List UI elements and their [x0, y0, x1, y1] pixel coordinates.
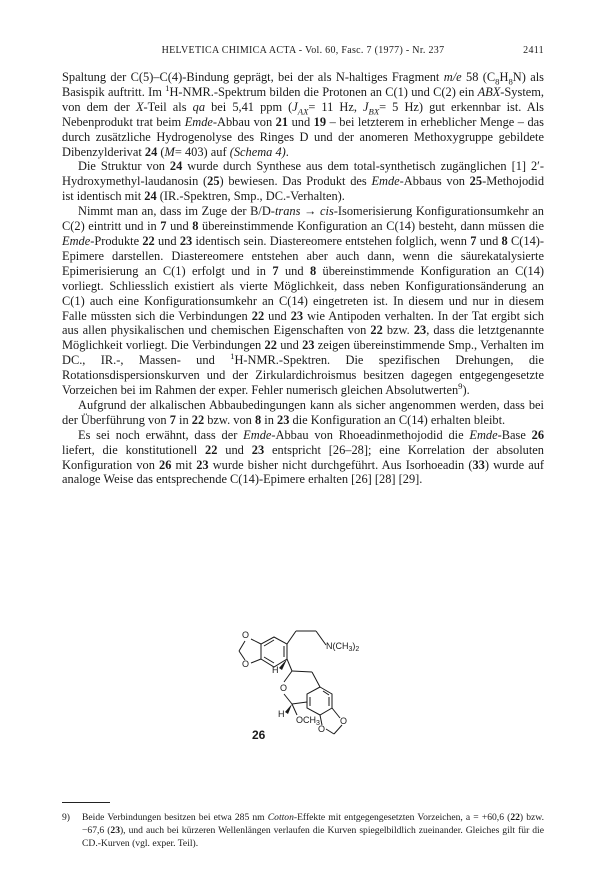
bond — [292, 671, 312, 672]
text: -Abbaus von — [399, 174, 470, 189]
compound-ref: 26 — [159, 457, 172, 472]
compound-ref: 19 — [313, 114, 327, 129]
text: C(14)-Epimere darstellen. Diastereomere entstehen aber auch dann, wenn die säurekatalysierte Epimerisierung an C(1) erfolgt und in — [62, 233, 545, 278]
text: 58 (C — [461, 70, 496, 84]
oxygen-label: O — [340, 716, 348, 726]
text: mit — [171, 457, 197, 472]
text: -Abbau von Rhoeadinmethojodid die — [271, 427, 470, 442]
text: N) als Basispik auftritt. Im — [62, 70, 544, 99]
compound-ref: 24 — [169, 159, 183, 174]
compound-ref: 7 — [160, 219, 167, 234]
bond — [292, 704, 297, 715]
running-header — [62, 45, 544, 59]
bond — [316, 631, 326, 645]
compound-ref: 26 — [531, 427, 545, 442]
paragraph-3 — [62, 204, 544, 398]
amine-label: $N(CH_3)_2$ — [326, 641, 360, 653]
compound-ref: 8 — [501, 233, 508, 248]
compound-ref: 21 — [275, 114, 289, 129]
text-italic: m/e — [443, 70, 462, 84]
text: -Isomerisierung Konfigurationsumkehr an C(2) eintritt und in — [62, 204, 545, 234]
paragraph-4 — [62, 398, 544, 428]
compound-ref: 24 — [144, 189, 157, 204]
text-italic: Emde — [62, 233, 91, 248]
text: in — [175, 412, 192, 427]
compound-ref: 23 — [110, 824, 120, 836]
bond — [284, 671, 292, 682]
text: übereinstimmende Konfiguration an C(14) besteht, dann müssen die — [198, 219, 544, 234]
text: -Methojodid ist identisch mit — [62, 174, 545, 204]
text: H-NMR.-Spektren. Die spezifischen Drehungen, die Rotationsdispersionskurven und der Zirkulardichroismus besitzen dagegen entgegengesetzte Vorzeichen bei im Rahmen der exper. Fehler numerisch gleichen Absolutwerten — [62, 353, 544, 398]
text-italic: X — [135, 99, 144, 114]
compound-ref: 22 — [370, 323, 383, 338]
bond — [251, 639, 261, 644]
text: . — [285, 144, 289, 159]
compound-ref: 24 — [144, 144, 158, 159]
subscript: BX — [368, 106, 380, 117]
double-bond — [264, 640, 274, 646]
text-italic: J — [363, 99, 369, 114]
text: identisch sein. Diastereomere entstehen folglich, wenn — [192, 233, 471, 248]
text: liefert, die konstitutionell — [62, 442, 206, 457]
compound-ref: 23 — [277, 412, 290, 427]
main-text — [62, 70, 544, 487]
footnote-divider — [62, 802, 110, 803]
text: und — [154, 233, 180, 248]
text: übereinstimmende Konfiguration an C(14) vorliegt. Schliesslich existiert als vierte Möglichkeit, dass neben Konfigurationsänderung an C(1) auch eine Konfigurationsumkehr an C(14) eingetreten ist. In diesem und nur in diesem Falle müssten sich die Verbindungen — [62, 263, 545, 323]
compound-ref: 22 — [205, 442, 218, 457]
wedge-bond — [279, 659, 287, 670]
compound-ref: 22 — [510, 812, 520, 823]
bond — [334, 725, 342, 734]
text-italic: ABX — [477, 84, 501, 99]
bond — [326, 729, 334, 734]
text: und — [288, 114, 314, 129]
oxygen-label: O — [242, 659, 250, 669]
structure-diagram — [220, 622, 400, 748]
bond — [287, 631, 296, 644]
text: = 11 Hz, — [308, 99, 364, 114]
text-italic: Emde — [184, 114, 213, 129]
text-italic: Emde — [243, 427, 272, 442]
text: Es sei noch erwähnt, dass der — [78, 427, 244, 442]
running-head: HELVETICA CHIMICA ACTA - Vol. 60, Fasc. 7 (1977) - Nr. 237 — [161, 45, 445, 56]
bond — [251, 659, 261, 663]
text: und — [278, 263, 310, 278]
bond — [287, 659, 292, 671]
compound-ref: 25 — [469, 174, 483, 189]
subscript: AX — [297, 106, 309, 117]
bond — [239, 641, 245, 651]
compound-ref: 22 — [142, 233, 155, 248]
text: bei 5,41 ppm ( — [205, 99, 293, 114]
compound-ref: 23 — [302, 338, 315, 353]
text: die Konfiguration an C(14) erhalten bleibt. — [289, 412, 506, 427]
text: und — [276, 338, 303, 353]
text: Spaltung der C(5)–C(4)-Bindung geprägt, bei der als N-haltiges Fragment — [62, 70, 444, 84]
benzene-ring-lower — [307, 687, 332, 715]
text: und — [264, 308, 291, 323]
compound-ref: 7 — [470, 233, 477, 248]
compound-ref: 22 — [264, 338, 277, 353]
text: in — [261, 412, 278, 427]
text: (IR.-Spektren, Smp., DC.-Verhalten). — [156, 189, 345, 204]
text: Beide Verbindungen besitzen bei etwa 285 nm — [82, 812, 268, 823]
compound-ref: 22 — [251, 308, 265, 323]
bond — [284, 694, 292, 704]
text-italic: J — [292, 99, 298, 114]
text-italic: qa — [192, 99, 206, 114]
superscript: 1 — [230, 351, 235, 362]
methoxy-label: $OCH_3$ — [296, 715, 320, 727]
text-italic: Cotton — [267, 812, 294, 823]
text: ). — [462, 383, 470, 398]
text: -Abbau von — [212, 114, 276, 129]
compound-ref: 23 — [179, 233, 193, 248]
text: – bei letzterem in erheblicher Menge – das durch zusätzliche Hydrogenolyse des Ringes D und der anomeren Methoxygruppe gebildete Dibenzylderivat — [62, 114, 545, 159]
text-italic: Emde — [469, 427, 498, 442]
compound-ref: 7 — [169, 412, 176, 427]
compound-ref: 8 — [192, 219, 199, 234]
text: wie Antipoden verhalten. In der Tat ergibt sich aus allen physikalischen und chemischen Eigenschaften von — [62, 308, 544, 338]
compound-ref: 23 — [196, 457, 209, 472]
subscript: 8 — [508, 76, 513, 87]
compound-ref: 23 — [290, 308, 304, 323]
compound-number: 26 — [252, 728, 266, 742]
text: wurde bisher nicht durchgeführt. Aus Isorhoeadin ( — [208, 457, 473, 472]
compound-ref: 8 — [309, 263, 317, 278]
text: Die Struktur von — [78, 159, 170, 174]
text-italic: Emde — [371, 174, 400, 189]
text: ( — [157, 144, 165, 159]
oxygen-label: O — [318, 724, 326, 734]
text: bzw. — [382, 323, 414, 338]
text: -Teil als — [143, 99, 193, 114]
compound-ref: 8 — [254, 412, 262, 427]
compound-ref: 7 — [272, 263, 279, 278]
text: und — [217, 442, 252, 457]
text: H-NMR.-Spektrum bilden die Protonen an C(1) und C(2) ein — [169, 84, 478, 99]
text: -Base — [497, 427, 532, 442]
text: -Effekte mit entgegengesetzten Vorzeichen, a = +60,6 ( — [293, 812, 511, 823]
text: bzw. von — [204, 412, 255, 427]
compound-ref: 33 — [472, 457, 485, 472]
compound-ref: 23 — [413, 323, 427, 338]
text: Aufgrund der alkalischen Abbaubedingungen kann als sicher angenommen werden, dass bei der Überführung von — [62, 397, 544, 427]
text: ) bzw. −67,6 ( — [82, 812, 544, 836]
subscript: 8 — [495, 76, 500, 87]
footnote-ref: 9 — [458, 380, 463, 391]
oxygen-label: O — [242, 630, 250, 640]
bond — [312, 672, 320, 687]
text: Nimmt man an, dass im Zuge der B/D- — [78, 204, 275, 219]
text: -Produkte — [90, 233, 143, 248]
paragraph-2 — [62, 159, 544, 204]
text: entspricht [26–28]; eine Korrelation der absoluten Konfiguration von — [62, 442, 544, 472]
text: = 403) auf — [174, 144, 230, 159]
text: wurde durch Synthese aus dem total-synthetisch zugänglichen [1] 2′-Hydroxymethyl-laudanosin ( — [62, 159, 544, 189]
oxygen-label: O — [280, 683, 288, 693]
paragraph-1 — [62, 70, 544, 159]
text: H — [499, 70, 509, 84]
paragraph-5 — [62, 428, 544, 488]
text: ), und auch bei kürzeren Wellenlängen verlaufen die Kurven spiegelbildlich zueinander. Gleiches gilt für die CD.-Kurven (vgl. exper. Teil). — [82, 824, 544, 849]
compound-ref: 25 — [207, 174, 220, 189]
text: und — [166, 219, 193, 234]
structure-figure — [220, 622, 400, 748]
hydrogen-label: H — [272, 665, 279, 675]
footnote-text — [62, 812, 544, 850]
text: und — [476, 233, 502, 248]
text: ) wurde auf analoge Weise das entsprechende C(14)-Epimere erhalten [26] [28] [29]. — [62, 457, 545, 487]
compound-ref: 22 — [191, 412, 205, 427]
text: ) bewiesen. Das Produkt des — [219, 174, 372, 189]
wedge-bond — [285, 704, 292, 714]
text-italic: M — [164, 144, 175, 159]
footnote — [62, 812, 544, 850]
text: -System, von dem der — [62, 84, 544, 114]
superscript: 1 — [165, 82, 170, 93]
text-italic: trans → cis — [274, 204, 334, 219]
text: , dass die letztgenannte Möglichkeit vorliegt. Die Verbindungen — [62, 323, 544, 353]
bond — [332, 708, 340, 718]
text: = 5 Hz) gut erkennbar ist. Als Nebenprodukt trat beim — [62, 99, 544, 129]
footnote-mark: 9) — [62, 812, 70, 823]
bond — [292, 702, 307, 704]
text: zeigen übereinstimmende Smp., Verhalten im DC., IR.-, Massen- und — [62, 338, 544, 368]
page-number: 2411 — [523, 45, 544, 56]
compound-ref: 23 — [251, 442, 265, 457]
hydrogen-label: H — [278, 709, 285, 719]
schema-ref: (Schema 4) — [229, 144, 286, 159]
